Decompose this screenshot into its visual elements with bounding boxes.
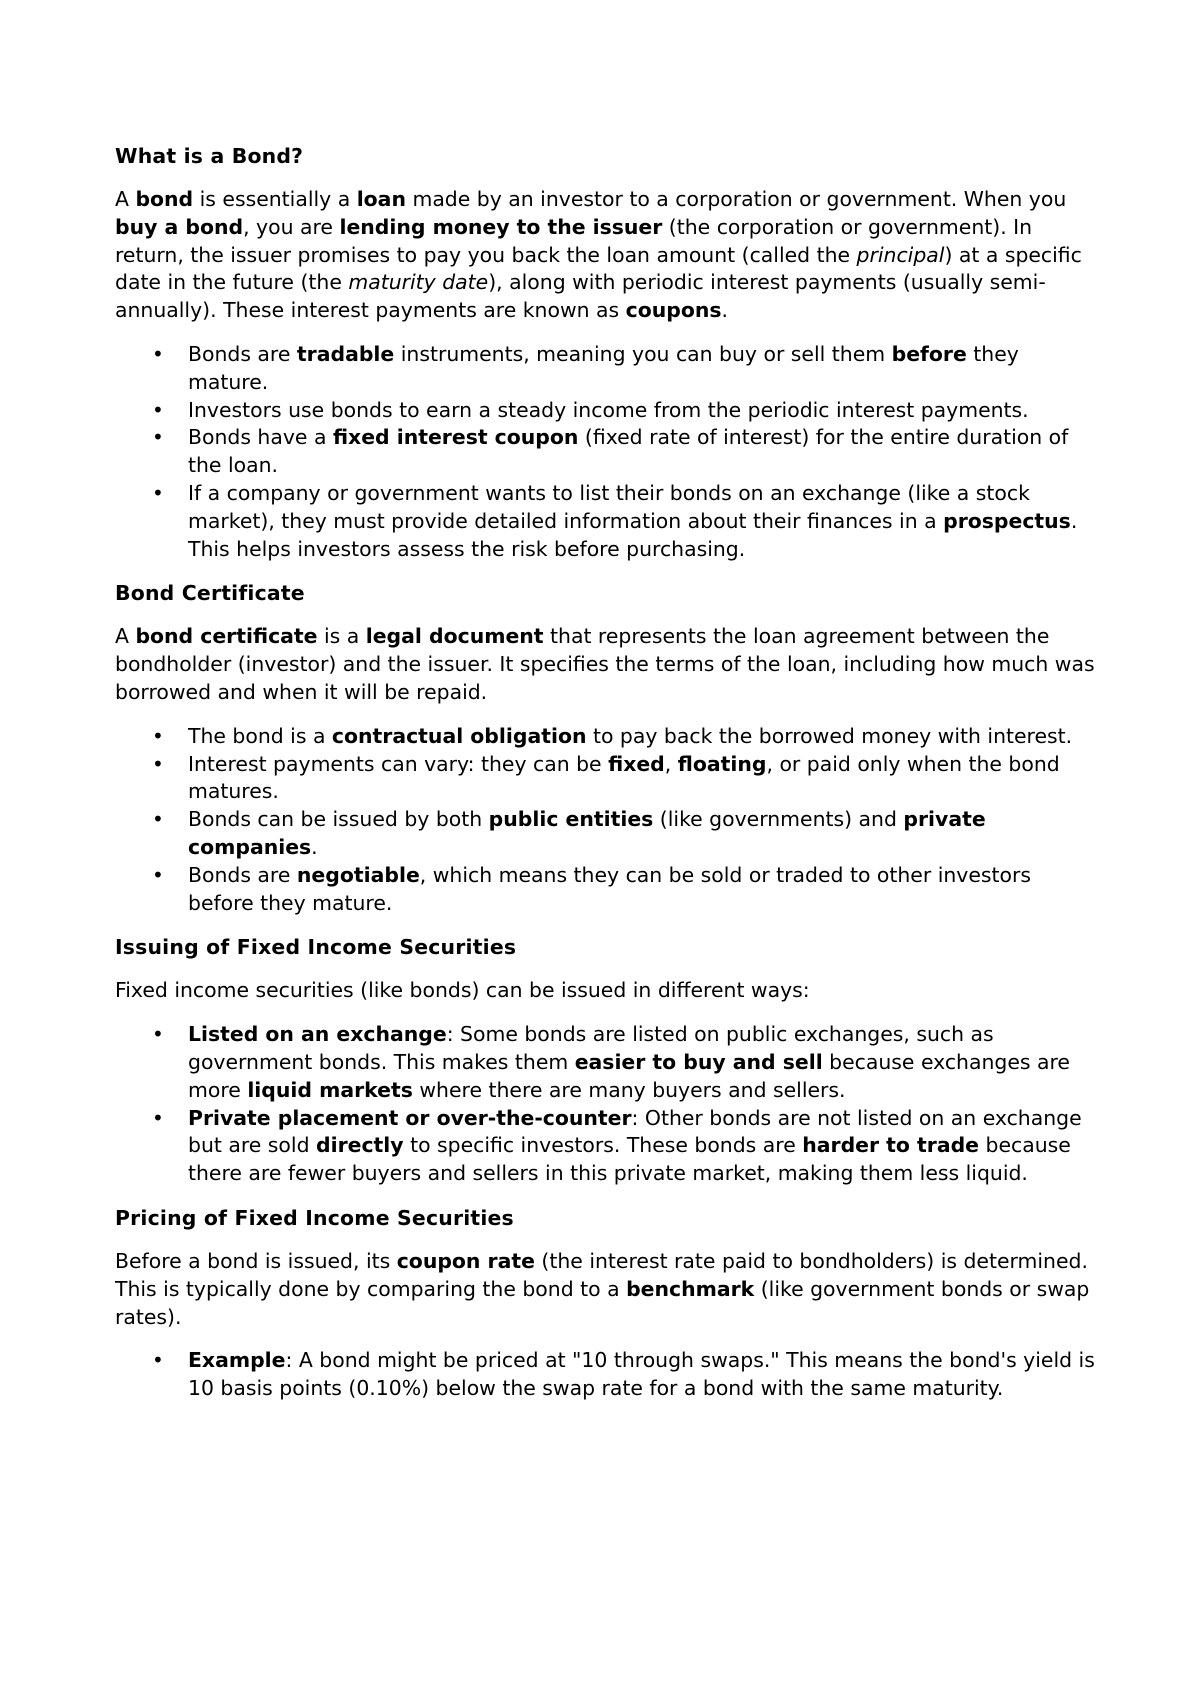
- bullet-list: [115, 1021, 1100, 1188]
- section-heading: Bond Certificate: [115, 581, 305, 606]
- document-section: [115, 1204, 1100, 1403]
- bullet-item: • Listed on an exchange: Some bonds are listed on public exchanges, such as government bonds. This makes them easier to buy and sell because exchanges are more liquid markets where there are many buyers and sellers.: [188, 1021, 1100, 1104]
- bullet-item: • Example: A bond might be priced at "10 through swaps." This means the bond's yield is 10 basis points (0.10%) below the swap rate for a bond with the same maturity.: [188, 1347, 1100, 1403]
- bullet-item: • Bonds are tradable instruments, meaning you can buy or sell them before they mature.: [188, 341, 1100, 397]
- bullet-item: • If a company or government wants to list their bonds on an exchange (like a stock market), they must provide detailed information about their finances in a prospectus. This helps investors assess the risk before purchasing.: [188, 480, 1100, 563]
- bullet-list: [115, 341, 1100, 563]
- body-paragraph: Before a bond is issued, its coupon rate (the interest rate paid to bondholders) is determined. This is typically done by comparing the bond to a benchmark (like government bonds or swap rates).: [115, 1248, 1090, 1329]
- section-heading: Issuing of Fixed Income Securities: [115, 935, 517, 960]
- document-section: [115, 142, 1100, 563]
- bullet-list: [115, 1347, 1100, 1403]
- bullet-list: [115, 723, 1100, 918]
- document-body: [115, 142, 1100, 1403]
- section-heading: Pricing of Fixed Income Securities: [115, 1205, 514, 1230]
- body-paragraph: A bond is essentially a loan made by an investor to a corporation or government. When you buy a bond, you are lending money to the issuer (the corporation or government). In return, the issuer promises to pay you back the loan amount (called the principal) at a specific date in the future (the maturity date), along with periodic interest payments (usually semi-annually). These interest payments are known as coupons.: [115, 187, 1082, 323]
- bullet-item: • Private placement or over-the-counter: Other bonds are not listed on an exchange but are sold directly to specific investors. These bonds are harder to trade because there are fewer buyers and sellers in this private market, making them less liquid.: [188, 1105, 1100, 1188]
- body-paragraph: A bond certificate is a legal document that represents the loan agreement between the bondholder (investor) and the issuer. It specifies the terms of the loan, including how much was borrowed and when it will be repaid.: [115, 624, 1095, 704]
- bullet-item: • Interest payments can vary: they can be fixed, floating, or paid only when the bond matures.: [188, 751, 1100, 807]
- bullet-item: • Bonds are negotiable, which means they can be sold or traded to other investors before they mature.: [188, 862, 1100, 918]
- body-paragraph: Fixed income securities (like bonds) can be issued in different ways:: [115, 978, 810, 1003]
- bullet-item: • The bond is a contractual obligation to pay back the borrowed money with interest.: [188, 723, 1100, 751]
- bullet-item: • Bonds can be issued by both public entities (like governments) and private companies.: [188, 806, 1100, 862]
- section-heading: What is a Bond?: [115, 144, 304, 168]
- bullet-item: • Investors use bonds to earn a steady income from the periodic interest payments.: [188, 397, 1100, 425]
- bullet-item: • Bonds have a fixed interest coupon (fixed rate of interest) for the entire duration of the loan.: [188, 424, 1100, 480]
- document-section: [115, 933, 1100, 1188]
- document-section: [115, 579, 1100, 917]
